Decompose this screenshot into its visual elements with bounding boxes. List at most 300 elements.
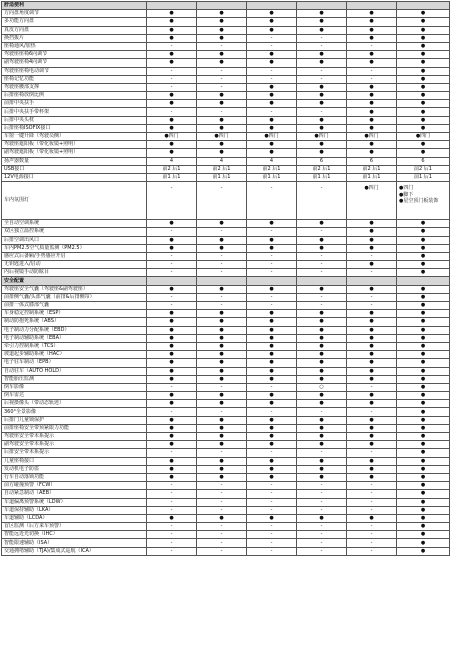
row-cell: -	[197, 531, 247, 539]
row-cell: -	[147, 408, 197, 416]
row-cell: -	[347, 449, 397, 457]
row-cell: -	[147, 269, 197, 277]
row-cell: ●	[197, 116, 247, 124]
row-cell: -	[297, 261, 347, 269]
section-spacer	[347, 277, 397, 285]
section-header	[2, 2, 450, 10]
row-cell: ●	[397, 449, 450, 457]
row-cell: ●	[247, 92, 297, 100]
table-row	[2, 34, 450, 42]
row-cell: ●	[147, 457, 197, 465]
row-label: 牵引力控制系统（TCS）	[2, 342, 147, 350]
row-cell: ●	[147, 351, 197, 359]
row-label: 自动紧急制动（AEB）	[2, 490, 147, 498]
row-label: 车道偏离预警系统（LDW）	[2, 498, 147, 506]
row-cell: -	[247, 498, 297, 506]
row-cell: ●	[347, 514, 397, 522]
row-cell: -	[347, 408, 397, 416]
table-row	[2, 149, 450, 157]
row-cell: ●	[247, 51, 297, 59]
row-cell: ●	[397, 523, 450, 531]
row-cell: ●	[297, 236, 347, 244]
row-cell: -	[297, 490, 347, 498]
table-row	[2, 182, 450, 220]
row-cell: ●	[147, 285, 197, 293]
row-cell: -	[247, 108, 297, 116]
row-cell: ●	[147, 473, 197, 481]
row-cell: ●	[147, 100, 197, 108]
row-cell: -	[297, 108, 347, 116]
row-cell: ●	[247, 514, 297, 522]
row-cell: ●	[347, 433, 397, 441]
row-cell: ●	[297, 326, 347, 334]
row-cell: ●	[347, 10, 397, 18]
row-cell: ●	[347, 400, 397, 408]
row-cell: -	[347, 67, 397, 75]
spec-table	[1, 1, 450, 556]
row-cell: -	[247, 42, 297, 50]
row-cell: ●	[397, 539, 450, 547]
row-cell: ●	[247, 220, 297, 228]
row-cell: -	[197, 108, 247, 116]
row-cell: ●	[297, 318, 347, 326]
row-cell: -	[347, 482, 397, 490]
row-cell: 前1 后1	[297, 173, 347, 181]
row-cell: -	[147, 108, 197, 116]
row-cell: -	[147, 383, 197, 391]
row-cell: ●	[347, 351, 397, 359]
row-cell: ●	[297, 92, 347, 100]
row-cell: ●	[197, 441, 247, 449]
row-cell: ●	[297, 59, 347, 67]
table-row	[2, 293, 450, 301]
row-cell: -	[247, 182, 297, 220]
row-cell: ●	[397, 514, 450, 522]
row-cell: -	[297, 75, 347, 83]
row-cell: ●	[297, 124, 347, 132]
row-cell: -	[247, 539, 297, 547]
row-label: 后排中央头枕	[2, 116, 147, 124]
row-cell: ●	[197, 285, 247, 293]
row-cell: ●	[147, 441, 197, 449]
row-cell: ●	[247, 318, 297, 326]
table-row	[2, 236, 450, 244]
row-cell: ●	[397, 326, 450, 334]
table-row	[2, 108, 450, 116]
row-cell: -	[247, 523, 297, 531]
row-cell: -	[297, 293, 347, 301]
row-cell: ●	[147, 26, 197, 34]
table-row	[2, 261, 450, 269]
row-label: 360°全景影像	[2, 408, 147, 416]
row-cell: -	[347, 506, 397, 514]
row-cell: -	[147, 228, 197, 236]
row-label: 双区独立温控系统	[2, 228, 147, 236]
row-cell: ●	[247, 351, 297, 359]
row-cell: ●	[347, 108, 397, 116]
row-cell: ●	[347, 83, 397, 91]
row-cell: -	[297, 498, 347, 506]
row-cell: ●	[397, 359, 450, 367]
table-row	[2, 498, 450, 506]
row-cell: 前1 后1	[397, 173, 450, 181]
section-spacer	[297, 277, 347, 285]
row-cell: ●	[247, 100, 297, 108]
row-cell: 4	[247, 157, 297, 165]
row-cell: ●	[347, 26, 397, 34]
row-cell: ●	[397, 334, 450, 342]
row-cell: ●	[397, 293, 450, 301]
row-cell: 6	[297, 157, 347, 165]
row-cell: ●	[397, 531, 450, 539]
section-spacer	[247, 2, 297, 10]
row-cell: ●	[397, 482, 450, 490]
row-cell: ●	[197, 392, 247, 400]
row-cell: ●四门	[197, 133, 247, 141]
row-cell: ●	[147, 416, 197, 424]
row-cell: -	[347, 42, 397, 50]
row-cell: ●	[147, 392, 197, 400]
row-cell: ●	[347, 261, 397, 269]
row-label: 后排座椅ISOFIX接口	[2, 124, 147, 132]
row-cell: -	[147, 252, 197, 260]
row-cell: -	[247, 34, 297, 42]
table-row	[2, 383, 450, 391]
table-row	[2, 42, 450, 50]
row-cell: ●四门	[147, 133, 197, 141]
row-cell: ●	[347, 34, 397, 42]
row-cell: ●	[197, 367, 247, 375]
row-cell: ●	[197, 18, 247, 26]
row-cell: ●	[247, 83, 297, 91]
table-row	[2, 252, 450, 260]
row-cell: ●	[397, 367, 450, 375]
row-cell: ●	[147, 342, 197, 350]
row-cell: ●	[147, 334, 197, 342]
section-spacer	[147, 277, 197, 285]
table-row	[2, 416, 450, 424]
row-cell: -	[147, 75, 197, 83]
row-cell: ●	[197, 100, 247, 108]
row-cell: 前1 后1	[347, 173, 397, 181]
row-cell: ●	[397, 441, 450, 449]
row-cell: -	[197, 302, 247, 310]
table-row	[2, 408, 450, 416]
table-row	[2, 302, 450, 310]
row-cell: ●	[247, 116, 297, 124]
row-cell: -	[197, 383, 247, 391]
row-cell: ●	[297, 433, 347, 441]
row-cell: ●	[297, 285, 347, 293]
row-cell: -	[247, 67, 297, 75]
row-cell: ●	[397, 10, 450, 18]
table-row	[2, 359, 450, 367]
row-cell: ●	[297, 514, 347, 522]
row-label: 驾驶座座椅电动调节	[2, 67, 147, 75]
row-label: 电子制动力分配系统（EBD）	[2, 326, 147, 334]
row-cell: ●	[147, 465, 197, 473]
row-cell: ●	[147, 318, 197, 326]
row-cell: -	[297, 523, 347, 531]
row-cell: ●	[397, 244, 450, 252]
row-label: 驾驶座遮阳板（带化妆镜+照明）	[2, 141, 147, 149]
row-cell: ●	[347, 473, 397, 481]
table-row	[2, 449, 450, 457]
row-cell: 前1 后1	[197, 173, 247, 181]
row-cell: -	[147, 42, 197, 50]
row-cell: -	[347, 547, 397, 555]
row-cell: ●	[297, 465, 347, 473]
row-cell: ●	[347, 149, 397, 157]
table-row	[2, 116, 450, 124]
row-cell: ●	[397, 149, 450, 157]
row-cell: -	[247, 252, 297, 260]
row-cell: ●	[247, 342, 297, 350]
table-row	[2, 433, 450, 441]
row-cell: ●四门	[247, 133, 297, 141]
row-cell: -	[247, 228, 297, 236]
row-cell: ●	[397, 51, 450, 59]
section-spacer	[397, 277, 450, 285]
row-cell: ●	[247, 400, 297, 408]
row-cell: ●	[347, 375, 397, 383]
row-cell: ●	[397, 252, 450, 260]
row-cell: 前2 后1	[297, 165, 347, 173]
row-cell: ●	[297, 83, 347, 91]
row-cell: -	[147, 490, 197, 498]
table-row	[2, 67, 450, 75]
row-cell: ●	[347, 424, 397, 432]
row-cell: ●	[347, 100, 397, 108]
table-row	[2, 173, 450, 181]
row-cell: ●	[197, 400, 247, 408]
row-cell: ●	[397, 34, 450, 42]
row-cell: ●	[347, 220, 397, 228]
row-cell: ●	[147, 149, 197, 157]
table-row	[2, 392, 450, 400]
row-cell: -	[297, 67, 347, 75]
row-cell: -	[147, 498, 197, 506]
row-cell: ●	[197, 244, 247, 252]
row-cell: 4	[197, 157, 247, 165]
row-cell: ●	[347, 124, 397, 132]
table-row	[2, 318, 450, 326]
row-cell: ●	[347, 392, 397, 400]
row-label: 后视摄像头（带动态轨迹）	[2, 400, 147, 408]
row-cell: ●四门	[397, 133, 450, 141]
cell-line: ●星空顶门板装饰	[399, 198, 439, 205]
row-cell: -	[197, 408, 247, 416]
row-cell: ●	[297, 367, 347, 375]
row-label: 座椅通风/加热	[2, 42, 147, 50]
row-cell: -	[197, 547, 247, 555]
row-cell: ●	[397, 416, 450, 424]
row-cell: ●	[297, 424, 347, 432]
table-row	[2, 342, 450, 350]
row-cell: ●	[247, 149, 297, 157]
row-cell: ●	[147, 514, 197, 522]
table-row	[2, 100, 450, 108]
row-cell: ●	[147, 367, 197, 375]
row-label: 后排门儿童锁保护	[2, 416, 147, 424]
table-row	[2, 523, 450, 531]
table-row	[2, 465, 450, 473]
table-row	[2, 124, 450, 132]
row-cell: ●	[347, 457, 397, 465]
table-row	[2, 400, 450, 408]
row-cell: ●	[147, 400, 197, 408]
row-cell: -	[247, 302, 297, 310]
table-row	[2, 424, 450, 432]
row-cell: -	[197, 252, 247, 260]
row-cell: ○	[297, 383, 347, 391]
row-cell: 前1 后1	[247, 173, 297, 181]
table-row	[2, 482, 450, 490]
row-cell: ●	[397, 498, 450, 506]
row-cell: ●	[397, 547, 450, 555]
row-cell: ●	[247, 392, 297, 400]
row-cell: ●	[297, 149, 347, 157]
row-cell: -	[197, 482, 247, 490]
row-label: 驾驶座座椅6向调节	[2, 51, 147, 59]
row-cell: ●	[347, 416, 397, 424]
cell-line: ●四门	[399, 185, 414, 192]
row-cell: -	[347, 531, 397, 539]
row-cell: ●	[197, 310, 247, 318]
row-cell: ●	[347, 116, 397, 124]
row-cell: ●	[397, 100, 450, 108]
table-row	[2, 490, 450, 498]
row-cell: ●	[397, 18, 450, 26]
table-row	[2, 83, 450, 91]
row-cell: ●	[397, 375, 450, 383]
row-cell: -	[347, 490, 397, 498]
row-cell: ●	[247, 334, 297, 342]
row-cell: ●	[147, 116, 197, 124]
row-cell: -	[347, 75, 397, 83]
row-cell: ●	[397, 75, 450, 83]
row-cell: -	[147, 302, 197, 310]
row-cell: ●	[147, 433, 197, 441]
row-label: 自动驻车（AUTO HOLD）	[2, 367, 147, 375]
row-cell: ●	[347, 359, 397, 367]
row-cell: -	[197, 539, 247, 547]
row-cell: -	[197, 269, 247, 277]
row-cell: ●	[297, 244, 347, 252]
row-cell: -	[147, 482, 197, 490]
row-cell: ●	[397, 310, 450, 318]
row-cell: ●	[297, 416, 347, 424]
section-spacer	[297, 2, 347, 10]
row-cell: ●	[297, 220, 347, 228]
row-cell: ●	[247, 465, 297, 473]
row-cell: ●	[347, 18, 397, 26]
row-cell: ●	[297, 359, 347, 367]
row-cell: 4	[147, 157, 197, 165]
row-cell: ●	[147, 326, 197, 334]
row-cell: -	[347, 252, 397, 260]
row-cell: ●	[297, 10, 347, 18]
row-cell: ●	[347, 59, 397, 67]
row-cell: -	[347, 269, 397, 277]
row-cell: ●	[347, 228, 397, 236]
table-row	[2, 157, 450, 165]
row-cell: ●	[347, 318, 397, 326]
table-row	[2, 367, 450, 375]
row-cell: -	[247, 490, 297, 498]
row-cell: -	[247, 482, 297, 490]
row-cell: ●	[397, 269, 450, 277]
row-cell: ●	[247, 416, 297, 424]
row-cell: ●	[347, 285, 397, 293]
row-cell: ●	[147, 10, 197, 18]
row-cell	[397, 182, 450, 220]
row-cell: ●	[397, 465, 450, 473]
table-row	[2, 457, 450, 465]
row-cell: -	[297, 531, 347, 539]
row-cell: ●	[397, 59, 450, 67]
row-cell: -	[247, 408, 297, 416]
row-label: 倒车雷达	[2, 392, 147, 400]
row-cell: ●	[347, 441, 397, 449]
row-label: 电子驻车制动（EPB）	[2, 359, 147, 367]
row-label: 方向盘角度调节	[2, 10, 147, 18]
row-cell: -	[197, 449, 247, 457]
row-cell: -	[147, 293, 197, 301]
row-label: 盲区监测（后方来车预警）	[2, 523, 147, 531]
row-label: 前排中央扶手	[2, 100, 147, 108]
table-row	[2, 165, 450, 173]
row-cell: -	[297, 228, 347, 236]
row-cell: 6	[397, 157, 450, 165]
row-cell: ●	[197, 457, 247, 465]
table-row	[2, 473, 450, 481]
row-cell: ●	[397, 67, 450, 75]
row-cell: ●	[147, 92, 197, 100]
row-cell: ●	[147, 34, 197, 42]
row-cell: -	[297, 482, 347, 490]
row-label: 驾驶座安全气囊（驾驶座&副驾驶座）	[2, 285, 147, 293]
row-label: 12V电源接口	[2, 173, 147, 181]
row-label: 智能胎压监测	[2, 375, 147, 383]
row-cell: 前2 后1	[397, 165, 450, 173]
row-cell: ●	[347, 310, 397, 318]
row-cell: ●	[297, 116, 347, 124]
row-cell: 前2 后1	[147, 165, 197, 173]
row-cell: ●	[147, 236, 197, 244]
row-cell: ●	[247, 244, 297, 252]
row-label: 制动防抱死系统（ABS）	[2, 318, 147, 326]
row-cell: ●	[247, 424, 297, 432]
row-label: 智能远近光切换（IHC）	[2, 531, 147, 539]
row-label: 车道保持辅助（LKA）	[2, 506, 147, 514]
row-cell: ●	[247, 326, 297, 334]
row-cell: ●	[297, 375, 347, 383]
row-cell: ●	[347, 236, 397, 244]
row-cell: ●	[397, 236, 450, 244]
table-row	[2, 18, 450, 26]
row-cell: -	[347, 293, 397, 301]
row-cell: ●	[297, 26, 347, 34]
row-cell: -	[197, 523, 247, 531]
row-label: 前方碰撞预警（FCW）	[2, 482, 147, 490]
row-cell: ●	[147, 359, 197, 367]
row-cell: -	[197, 498, 247, 506]
row-cell: ●	[197, 92, 247, 100]
table-row	[2, 506, 450, 514]
row-cell: ●	[397, 506, 450, 514]
row-cell: ●	[147, 424, 197, 432]
